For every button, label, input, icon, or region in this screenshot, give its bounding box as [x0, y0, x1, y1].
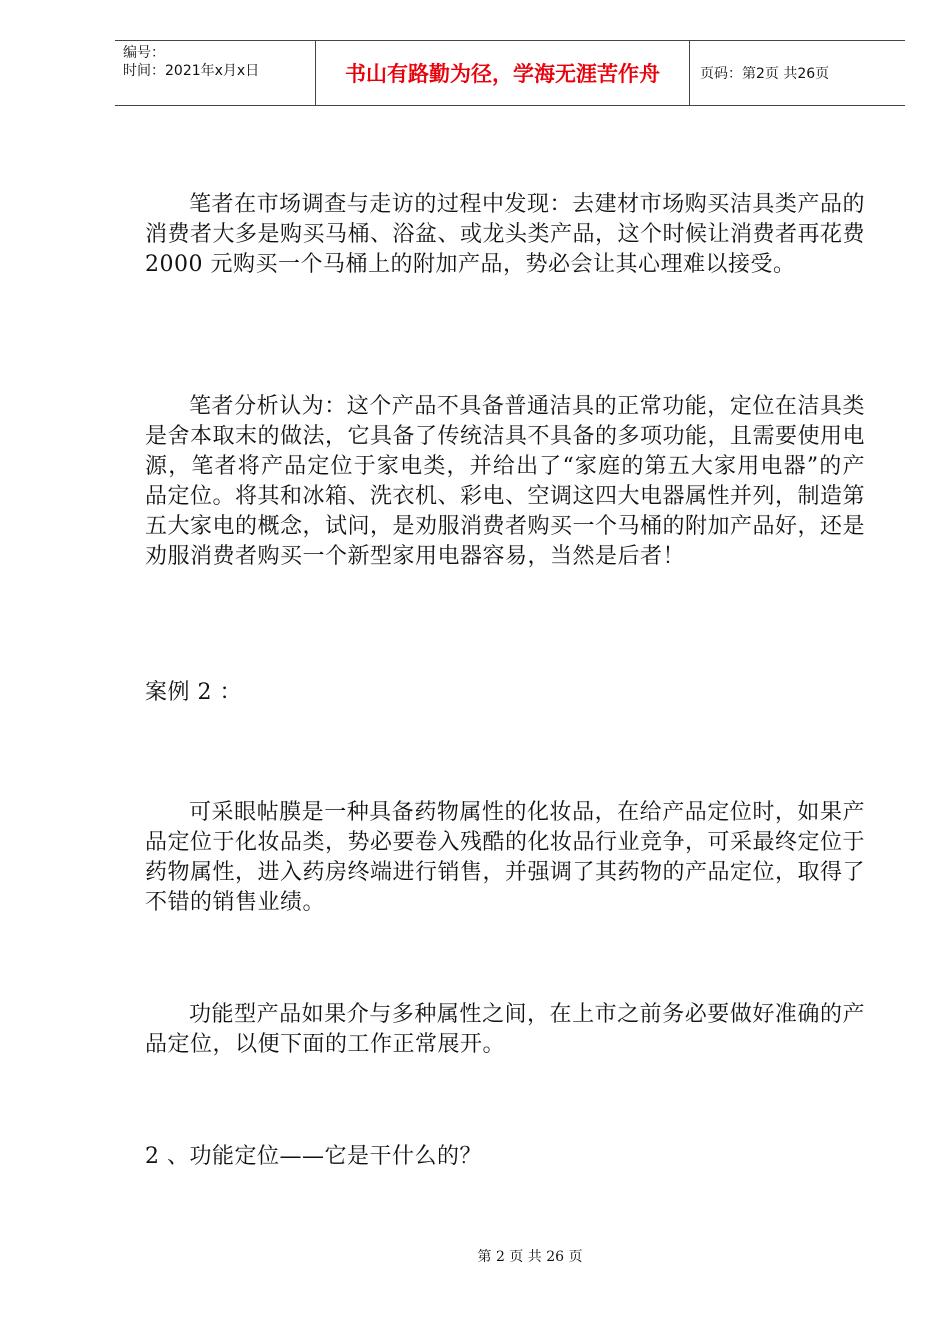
document-time: 时间：2021年x月x日 — [123, 63, 260, 79]
paragraph-survey-findings: 笔者在市场调查与走访的过程中发现：去建材市场购买洁具类产品的消费者大多是购买马桶、浴盆、或龙头类产品，这个时候让消费者再花费 2000 元购买一个马桶上的附加产品，势必会让其心理难以接受。 — [145, 192, 866, 277]
paragraph-analysis: 笔者分析认为：这个产品不具备普通洁具的正常功能，定位在洁具类是舍本取末的做法，它具备了传统洁具不具备的多项功能，且需要使用电源，笔者将产品定位于家电类，并给出了“家庭的第五大家用电器”的产品定位。将其和冰箱、洗衣机、彩电、空调这四大电器属性并列，制造第五大家电的概念，试问，是劝服消费者购买一个马桶的附加产品好，还是劝服消费者购买一个新型家用电器容易，当然是后者！ — [145, 394, 866, 569]
document-number-label: 编号： — [123, 45, 165, 61]
case-heading: 案例 2 ： — [145, 680, 242, 705]
page-footer: 第 2 页 共 26 页 — [477, 1249, 583, 1265]
header-page-info: 页码：第2页 共26页 — [700, 66, 830, 82]
paragraph-case-2: 可采眼帖膜是一种具备药物属性的化妆品，在给产品定位时，如果产品定位于化妆品类，势必要卷入残酷的化妆品行业竞争，可采最终定位于药物属性，进入药房终端进行销售，并强调了其药物的产品定位，取得了不错的销售业绩。 — [145, 800, 866, 915]
page-header — [115, 40, 905, 106]
section-heading-function-positioning: 2 、功能定位——它是干什么的？ — [145, 1144, 482, 1169]
header-motto: 书山有路勤为径，学海无涯苦作舟 — [316, 41, 690, 105]
header-meta — [115, 41, 316, 105]
paragraph-conclusion: 功能型产品如果介与多种属性之间，在上市之前务必要做好准确的产品定位，以便下面的工作正常展开。 — [145, 1002, 865, 1057]
